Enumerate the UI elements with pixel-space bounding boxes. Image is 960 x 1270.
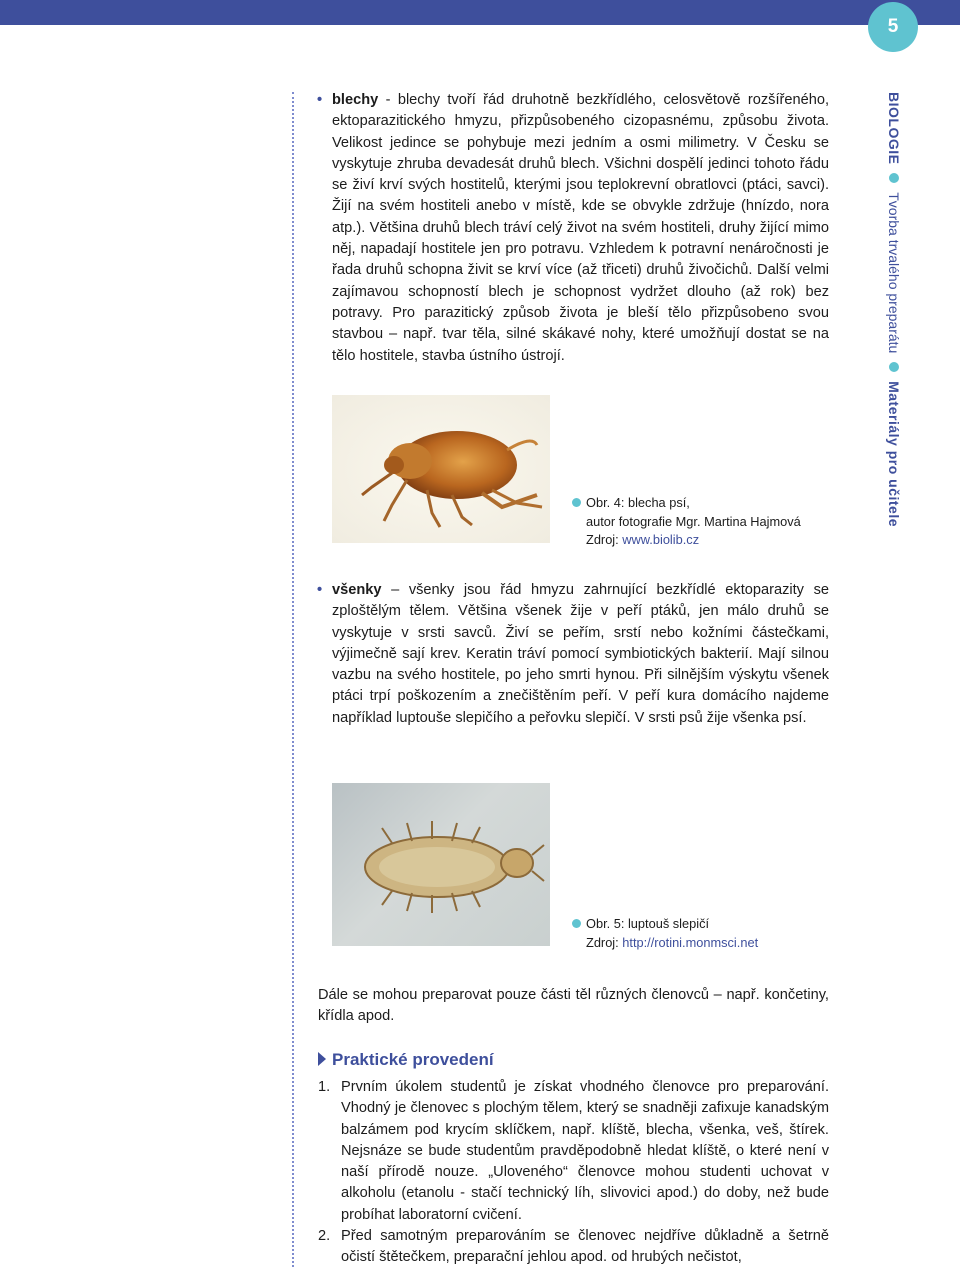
bullet-icon: • (317, 582, 323, 598)
page-number: 5 (887, 16, 899, 37)
source-link[interactable]: http://rotini.monmsci.net (622, 934, 759, 950)
side-title-topic: Tvorba trvalého preparátu (886, 192, 902, 354)
section-heading (318, 1050, 494, 1070)
paragraph-fleas-text: - blechy tvoří řád druhotně bezkřídlého, celosvětově rozšířeného, ektoparazitického hmyzu, přizpůsobeného cizopasnému, způsobu života. Velikost jedince se pohybuje mezi jedním a osmi milimetry. V Česku se vyskytuje zhruba devadesát druhů blech. Všichni dospělí jedinci tohoto řádu se živí krví svých hostitelů, kterými jsou teplokrevní obratlovci (ptáci, savci). Žijí na svém hostiteli anebo v místě, kde se obvykle zdržuje (hnízdo, nora atp.). Většina druhů blech tráví celý život na svém hostiteli, druhy žijící mimo něj, napadají hostitele jen pro potravu. Vzhledem k potravní nenáročnosti je řada druhů schopna živit se krví více (až třiceti) druhů živočichů. Další velmi zajímavou schopností blech je schopnost vydržet dlouho (až rok) bez potravy. Pro parazitický způsob života je bleší tělo přizpůsobeno svou stavbou – např. tvar těla, silné skákavé nohy, které umožňují dostat se na tělo hostitele, stavba ústního ústrojí. (332, 92, 829, 364)
caption-dot-icon (572, 919, 581, 928)
list-number: 2. (318, 1228, 331, 1244)
caption-figure-4-source (586, 531, 846, 550)
caption-figure-5-line1: Obr. 5: luptouš slepičí (586, 916, 710, 931)
paragraph-fleas (317, 90, 829, 367)
flea-illustration (332, 395, 550, 543)
photo-flea (332, 395, 550, 543)
photo-louse (332, 783, 550, 946)
list-item (318, 1226, 829, 1269)
dotted-margin-rule (292, 92, 294, 1267)
caption-dot-icon (572, 498, 581, 507)
caption-figure-5-source (586, 934, 846, 953)
paragraph-lice (317, 580, 829, 729)
separator-dot-icon (889, 173, 899, 183)
paragraph-parts-text: Dále se mohou preparovat pouze části těl různých členovců – např. končetiny, křídla apod. (318, 987, 829, 1025)
section-marker-icon (318, 1052, 326, 1066)
caption-figure-4 (586, 494, 846, 550)
paragraph-parts (318, 985, 829, 1028)
source-label: Zdroj: (586, 934, 623, 950)
source-label: Zdroj: (586, 532, 623, 547)
source-link[interactable]: www.biolib.cz (622, 532, 700, 547)
list-item-text: Prvním úkolem studentů je získat vhodného členovce pro preparování. Vhodný je členovec s plochým tělem, který se snadněji zafixuje kanadským balzámem pod krycím sklíčkem, např. klíště, blecha, všenka, veš, štírek. Nejsnáze se bude studentům pravděpodobně hledat klíště, o které není v naší přírodě nouze. „Uloveného“ členovce mohou studenti uchovat v alkoholu (etanolu - stačí technický líh, slivovici apod.) do doby, než bude probíhat laboratorní cvičení. (341, 1079, 829, 1223)
page-number-badge (868, 2, 918, 52)
section-title: Praktické provedení (332, 1050, 494, 1069)
list-item (318, 1077, 829, 1226)
list-item-text: Před samotným preparováním se členovec nejdříve důkladně a šetrně očistí štětečkem, preparační jehlou apod. od hrubých nečistot, (341, 1228, 829, 1266)
term-fleas: blechy (332, 92, 379, 108)
side-title-material: Materiály pro učitele (886, 381, 902, 527)
paragraph-lice-text: – všenky jsou řád hmyzu zahrnující bezkřídlé ektoparazity se zploštělým tělem. Většina všenek žije v peří ptáků, jen málo druhů se vyskytuje v srsti savců. Živí se peřím, srstí nebo kožními částečkami, výjimečně sají krev. Keratin tráví pomocí symbiotických bakterií. Mají silnou vazbu na svého hostitele, po jeho smrti hynou. Při silnějším výskytu všenek ptáci trpí poškozením a znečištěním peří. V peří kura domácího najdeme například luptouše slepičího a peřovku slepičí. V srsti psů žije všenka psí. (332, 582, 829, 726)
separator-dot-icon (889, 362, 899, 372)
caption-figure-4-line2: autor fotografie Mgr. Martina Hajmová (586, 513, 801, 529)
louse-illustration (332, 783, 550, 946)
term-lice: všenky (332, 582, 382, 598)
list-number: 1. (318, 1079, 331, 1095)
top-header-bar (0, 0, 960, 25)
side-title-subject: BIOLOGIE (886, 92, 902, 165)
caption-figure-4-line1: Obr. 4: blecha psí, (586, 495, 690, 510)
caption-figure-5 (586, 915, 846, 952)
bullet-icon: • (317, 92, 323, 108)
side-running-title (886, 92, 902, 527)
